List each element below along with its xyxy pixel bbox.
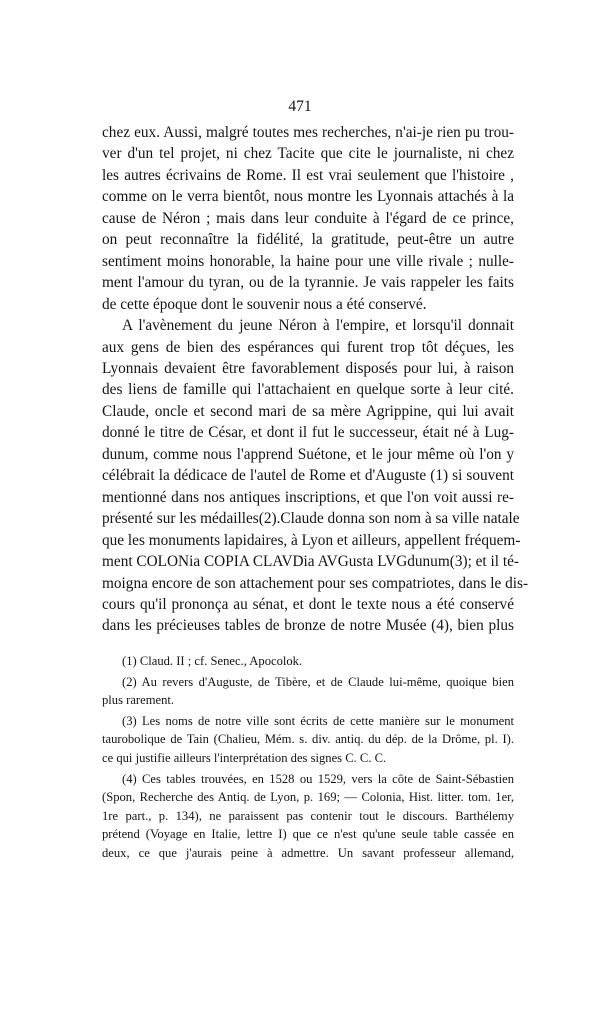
text-line: ment l'amour du tyran, ou de la tyrannie. Je vais rappeler les faits — [102, 274, 514, 292]
footnote-line: ce qui justifie ailleurs l'interprétation des signes C. C. C. — [102, 750, 387, 765]
text-line: moigna encore de son attachement pour ses compatriotes, dans le dis- — [102, 574, 529, 592]
text-line: comme on le verra bientôt, nous montre les Lyonnais attachés à la — [102, 188, 514, 206]
footnote-line: 1re part., p. 134), ne paraissent pas contenir tout le discours. Barthélemy — [102, 808, 514, 823]
text-line: ver d'un tel projet, ni chez Tacite que cite le journaliste, ni chez — [102, 145, 514, 163]
footnote-line: prétend (Voyage en Italie, lettre I) que ce n'est qu'une seule table cassée en — [102, 827, 514, 842]
footnote-line: (1) Claud. II ; cf. Senec., Apocolok. — [122, 654, 303, 668]
text-line: dans les précieuses tables de bronze de notre Musée (4), bien plus — [102, 617, 514, 635]
text-line: on peut reconnaître la fidélité, la gratitude, peut-être un autre — [102, 231, 514, 249]
text-line: cause de Néron ; mais dans leur conduite à l'égard de ce prince, — [102, 209, 514, 227]
footnote-4 — [102, 770, 514, 863]
text-line: présenté sur les médailles(2).Claude donna son nom à sa ville natale — [102, 510, 520, 528]
footnote-line: deux, ce que j'aurais peine à admettre. Un savant professeur allemand, — [102, 845, 514, 860]
text-line: Lyonnais devaient être favorablement disposés pour lui, à raison — [102, 359, 514, 377]
text-line: A l'avènement du jeune Néron à l'empire, et lorsqu'il donnait — [122, 317, 514, 335]
footnote-line: (2) Au revers d'Auguste, de Tibère, et de Claude lui-même, quoique bien — [122, 674, 514, 689]
text-line: que les monuments lapidaires, à Lyon et ailleurs, appellent fréquem- — [102, 531, 521, 549]
text-line: des liens de famille qui l'attachaient en quelque sorte à leur cité. — [102, 381, 514, 399]
text-line: de cette époque dont le souvenir nous a été conservé. — [102, 295, 427, 313]
footnotes — [102, 652, 514, 865]
text-line: sentiment moins honorable, la haine pour une ville rivale ; nulle- — [102, 252, 514, 270]
footnote-line: taurobolique de Tain (Chalieu, Mém. s. div. antiq. du dép. de la Drôme, pl. I). — [102, 732, 514, 747]
text-line: aux gens de bien des espérances qui furent trop tôt déçues, les — [102, 338, 514, 356]
page-number: 471 — [288, 98, 312, 115]
text-line: donné le titre de César, et dont il fut le successeur, était né à Lug- — [102, 424, 514, 442]
footnote-3 — [102, 712, 514, 768]
text-line: chez eux. Aussi, malgré toutes mes recherches, n'ai-je rien pu trou- — [102, 124, 514, 141]
text-line: les autres écrivains de Rome. Il est vrai seulement que l'histoire , — [102, 166, 514, 184]
text-line: mentionné dans nos antiques inscriptions, et que l'on voit aussi re- — [102, 488, 514, 506]
text-line: ment COLONia COPIA CLAVDia AVGusta LVGdunum(3); et il té- — [102, 553, 519, 571]
text-line: célébrait la dédicace de l'autel de Rome et d'Auguste (1) si souvent — [102, 467, 514, 485]
footnote-line: (3) Les noms de notre ville sont écrits de cette manière sur le monument — [122, 713, 514, 728]
footnote-line: plus rarement. — [102, 693, 175, 708]
text-line: dunum, comme nous l'apprend Suétone, et le jour même où l'on y — [102, 445, 514, 463]
text-line: Claude, oncle et second mari de sa mère Agrippine, qui lui avait — [102, 402, 514, 420]
footnote-1 — [102, 652, 514, 671]
main-text — [102, 122, 529, 637]
footnote-line: (4) Ces tables trouvées, en 1528 ou 1529, vers la côte de Saint-Sébastien — [122, 771, 514, 786]
text-line: cours qu'il prononça au sénat, et dont le texte nous a été conservé — [102, 595, 514, 613]
footnote-2 — [102, 673, 514, 710]
footnote-line: (Spon, Recherche des Antiq. de Lyon, p. 169; — Colonia, Hist. litter. tom. 1er, — [102, 790, 514, 805]
